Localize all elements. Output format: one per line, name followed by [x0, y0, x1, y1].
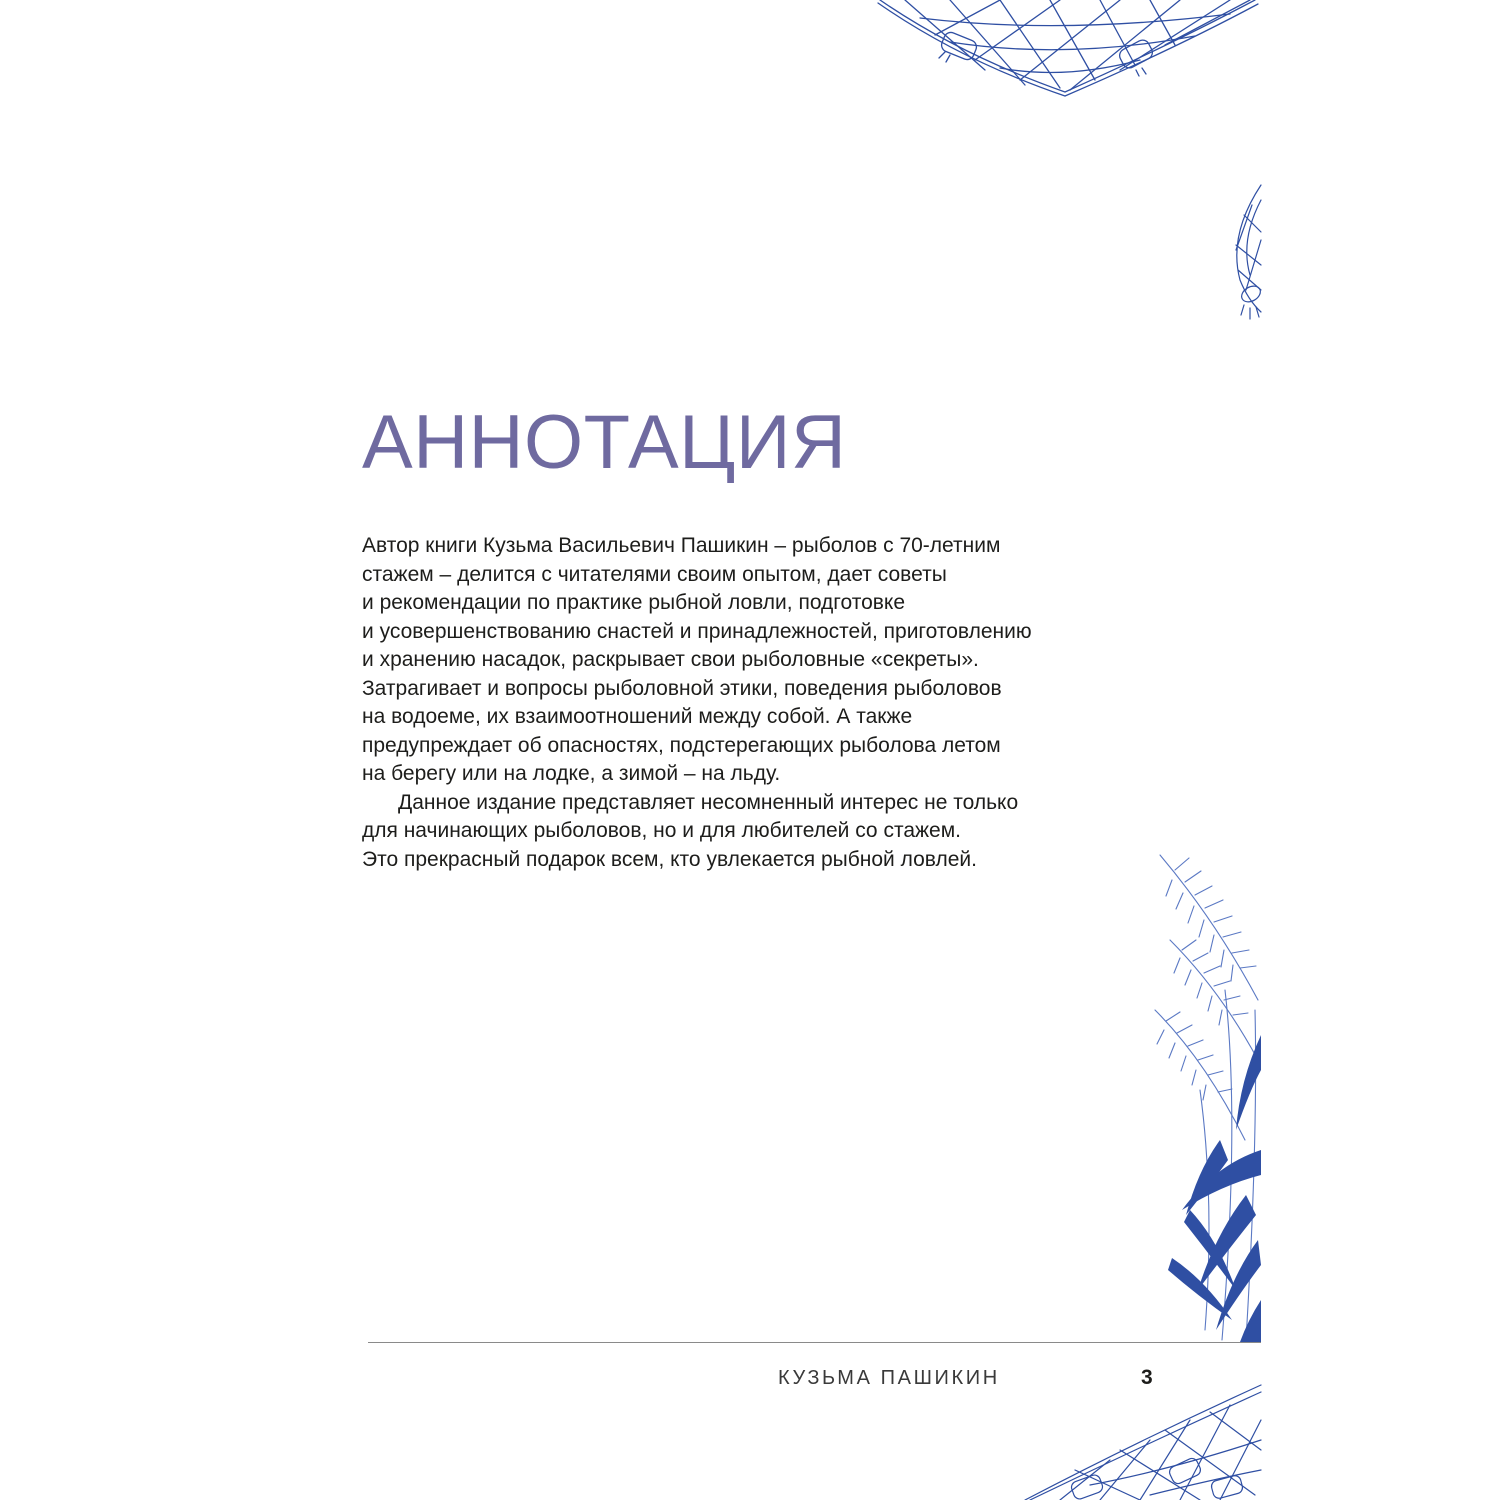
page-number: 3 [1141, 1366, 1153, 1389]
running-footer-author: КУЗЬМА ПАШИКИН [778, 1367, 1000, 1389]
text-line: Это прекрасный подарок всем, кто увлекается рыбной ловлей. [362, 847, 977, 871]
fishing-net-bottom-illustration [1025, 1385, 1261, 1500]
text-line: и усовершенствованию снастей и принадлежностей, приготовлению [362, 619, 1032, 643]
fishing-net-top-illustration [878, 0, 1258, 96]
text-line: предупреждает об опасностях, подстерегающих рыболова летом [362, 733, 1001, 757]
annotation-text [362, 532, 1162, 874]
reed-leaves-illustration [1168, 1035, 1261, 1342]
text-line: на берегу или на лодке, а зимой – на льду. [362, 762, 781, 785]
text-line: Автор книги Кузьма Васильевич Пашикин – рыболов с 70-летним [362, 534, 1001, 557]
fishing-net-side-illustration [1236, 185, 1263, 319]
footer-divider [368, 1342, 1261, 1343]
text-line: для начинающих рыболовов, но и для любителей со стажем. [362, 819, 962, 842]
page-title: АННОТАЦИЯ [362, 400, 847, 485]
text-line: и хранению насадок, раскрывает свои рыболовные «секреты». [362, 648, 979, 671]
text-line: и рекомендации по практике рыбной ловли, подготовке [362, 591, 906, 614]
text-line: Затрагивает и вопросы рыболовной этики, поведения рыболовов [362, 676, 1002, 700]
text-line-indented: Данное издание представляет несомненный интерес не только [398, 790, 1019, 814]
text-line: на водоеме, их взаимоотношений между собой. А также [362, 705, 913, 728]
text-line: стажем – делится с читателями своим опытом, дает советы [362, 562, 947, 586]
